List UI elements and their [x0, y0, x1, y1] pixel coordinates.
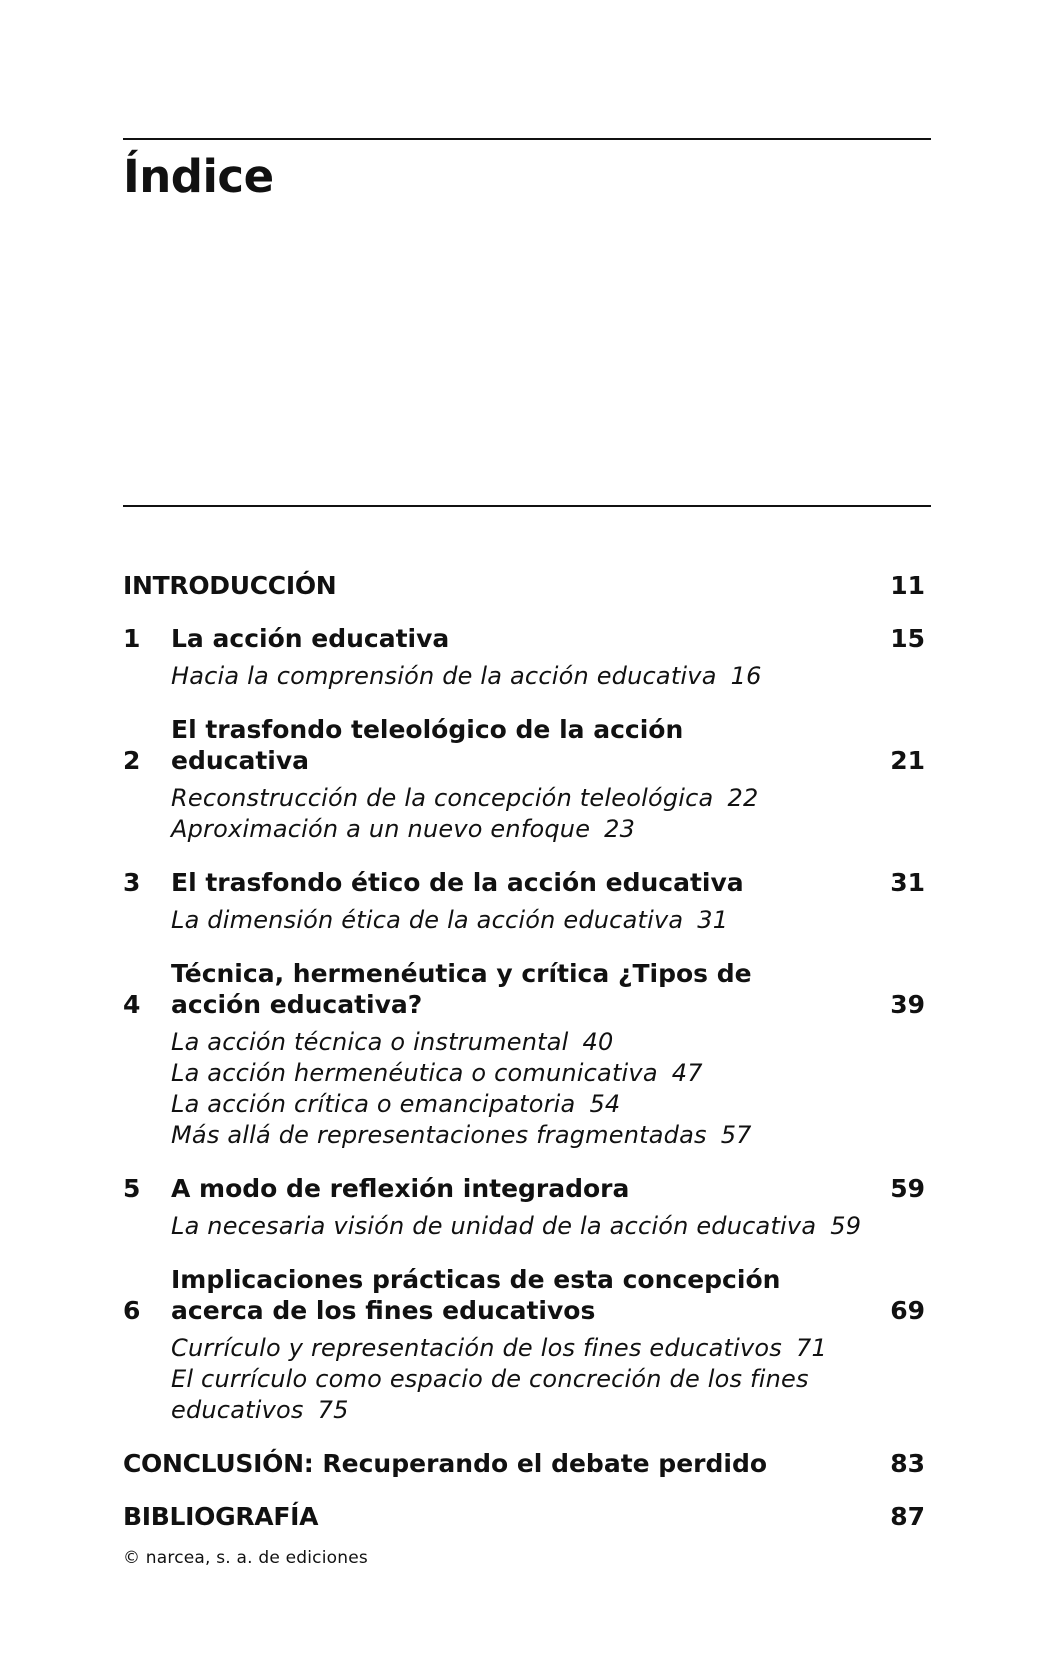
subsection-page: 57: [720, 1121, 752, 1149]
subsection-page: 75: [317, 1396, 349, 1424]
subsection-page: 71: [796, 1334, 827, 1362]
toc-entry-label: BIBLIOGRAFÍA: [123, 1502, 319, 1531]
table-of-contents: [123, 570, 931, 1532]
chapter-number: 6: [123, 1296, 141, 1325]
subsection-title: Aproximación a un nuevo enfoque: [171, 815, 591, 843]
chapter-title: El trasfondo teleológico de la acción educativa: [171, 715, 684, 775]
middle-rule: [123, 505, 931, 507]
chapter-title: Implicaciones prácticas de esta concepción acerca de los fines educativos: [171, 1265, 781, 1325]
chapter-page: 31: [890, 868, 925, 897]
toc-entry-label: CONCLUSIÓN: [123, 1449, 304, 1478]
toc-chapter-4[interactable]: [123, 958, 931, 1151]
chapter-subsections: [171, 1027, 931, 1151]
subsection-title: La acción hermenéutica o comunicativa: [171, 1059, 658, 1087]
chapter-page: 21: [890, 746, 925, 775]
toc-chapter-6[interactable]: [123, 1264, 931, 1426]
toc-chapter-1[interactable]: [123, 623, 931, 692]
top-rule: [123, 138, 931, 140]
toc-chapter-2[interactable]: [123, 714, 931, 845]
subsection-item[interactable]: [171, 1364, 931, 1426]
subsection-item[interactable]: [171, 905, 931, 936]
subsection-item[interactable]: [171, 1089, 931, 1120]
subsection-title: La dimensión ética de la acción educativa: [171, 906, 684, 934]
subsection-item[interactable]: [171, 814, 931, 845]
chapter-page: 69: [890, 1296, 925, 1325]
chapter-page: 15: [890, 624, 925, 653]
subsection-item[interactable]: [171, 661, 931, 692]
subsection-page: 40: [582, 1028, 614, 1056]
toc-chapter-3[interactable]: [123, 867, 931, 936]
subsection-page: 31: [697, 906, 729, 934]
subsection-item[interactable]: [171, 1211, 931, 1242]
chapter-number: 1: [123, 624, 141, 653]
subsection-item[interactable]: [171, 1058, 931, 1089]
subsection-page: 59: [830, 1212, 862, 1240]
toc-chapter-5[interactable]: [123, 1173, 931, 1242]
subsection-page: 16: [730, 662, 762, 690]
toc-entry-page: 83: [890, 1449, 925, 1478]
copyright-notice: © narcea, s. a. de ediciones: [123, 1548, 368, 1568]
toc-entry-page: 11: [890, 571, 925, 600]
chapter-title: Técnica, hermenéutica y crítica ¿Tipos de acción educativa?: [171, 959, 752, 1019]
chapter-subsections: [171, 1211, 931, 1242]
toc-entry-label: INTRODUCCIÓN: [123, 571, 337, 600]
subsection-item[interactable]: [171, 1027, 931, 1058]
page-title: Índice: [123, 150, 274, 203]
chapter-number: 5: [123, 1174, 141, 1203]
toc-entry-subtitle: : Recuperando el debate perdido: [303, 1449, 768, 1478]
subsection-item[interactable]: [171, 783, 931, 814]
subsection-title: Más allá de representaciones fragmentadas: [171, 1121, 707, 1149]
subsection-title: Hacia la comprensión de la acción educativa: [171, 662, 717, 690]
chapter-subsections: [171, 1333, 931, 1426]
subsection-title: La acción crítica o emancipatoria: [171, 1090, 576, 1118]
chapter-title: A modo de reflexión integradora: [171, 1174, 630, 1203]
toc-entry-introduction[interactable]: [123, 570, 931, 601]
subsection-title: Currículo y representación de los fines educativos: [171, 1334, 782, 1362]
subsection-title: La acción técnica o instrumental: [171, 1028, 569, 1056]
chapter-subsections: [171, 783, 931, 845]
chapter-number: 4: [123, 990, 141, 1019]
chapter-subsections: [171, 905, 931, 936]
subsection-title: La necesaria visión de unidad de la acción educativa: [171, 1212, 817, 1240]
chapter-page: 59: [890, 1174, 925, 1203]
toc-entry-page: 87: [890, 1502, 925, 1531]
chapter-number: 2: [123, 746, 141, 775]
subsection-title: El currículo como espacio de concreción de los fines educativos: [171, 1365, 809, 1424]
chapter-title: La acción educativa: [171, 624, 450, 653]
toc-entry-conclusion[interactable]: [123, 1448, 931, 1479]
chapter-page: 39: [890, 990, 925, 1019]
subsection-page: 54: [589, 1090, 621, 1118]
chapter-number: 3: [123, 868, 141, 897]
toc-chapter-list: [123, 623, 931, 1426]
subsection-title: Reconstrucción de la concepción teleológica: [171, 784, 714, 812]
subsection-page: 23: [604, 815, 636, 843]
chapter-subsections: [171, 661, 931, 692]
subsection-item[interactable]: [171, 1333, 931, 1364]
subsection-page: 22: [727, 784, 759, 812]
toc-entry-bibliography[interactable]: [123, 1501, 931, 1532]
subsection-item[interactable]: [171, 1120, 931, 1151]
subsection-page: 47: [671, 1059, 703, 1087]
chapter-title: El trasfondo ético de la acción educativa: [171, 868, 744, 897]
